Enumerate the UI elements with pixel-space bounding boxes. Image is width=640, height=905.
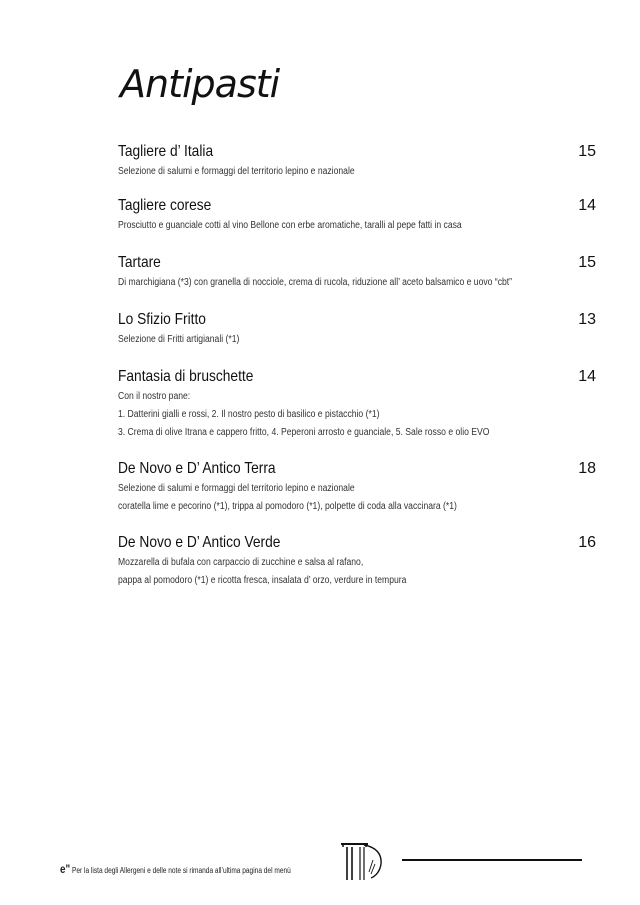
item-description: coratella lime e pecorino (*1), trippa al pomodoro (*1), polpette di coda alla vaccinara (*1) <box>118 501 457 512</box>
item-price: 16 <box>578 534 596 551</box>
item-name: De Novo e D’ Antico Terra <box>118 460 276 477</box>
item-description: Con il nostro pane: <box>118 391 191 402</box>
item-description: Mozzarella di bufala con carpaccio di zucchine e salsa al rafano, <box>118 557 364 568</box>
item-price: 14 <box>578 368 596 385</box>
item-description: 3. Crema di olive Itrana e cappero fritto, 4. Peperoni arrosto e guanciale, 5. Sale rosso e olio EVO <box>118 427 490 438</box>
item-price: 15 <box>578 254 596 271</box>
allergen-note <box>60 862 291 876</box>
item-name: Tagliere corese <box>118 197 212 214</box>
allergen-note-text: Per la lista degli Allergeni e delle note si rimanda all’ultima pagina del menù <box>71 866 291 875</box>
item-name: Tartare <box>118 254 161 271</box>
item-name: Lo Sfizio Fritto <box>118 311 206 328</box>
menu-item <box>118 458 596 516</box>
item-name: Tagliere d’ Italia <box>118 143 214 160</box>
allergen-note-prefix: e" <box>60 862 71 876</box>
menu-item <box>118 141 596 181</box>
item-description: Selezione di salumi e formaggi del territorio lepino e nazionale <box>118 166 355 177</box>
item-description: Selezione di salumi e formaggi del territorio lepino e nazionale <box>118 483 355 494</box>
item-name: Fantasia di bruschette <box>118 368 254 385</box>
item-name: De Novo e D’ Antico Verde <box>118 534 281 551</box>
page-title: Antipasti <box>120 62 280 106</box>
columns-logo-icon <box>338 838 384 882</box>
menu-item <box>118 195 596 235</box>
menu-item <box>118 532 596 590</box>
footer-rule <box>402 859 582 861</box>
item-price: 14 <box>578 197 596 214</box>
item-price: 13 <box>578 311 596 328</box>
menu-item <box>118 366 596 442</box>
item-price: 18 <box>578 460 596 477</box>
item-description: 1. Datterini gialli e rossi, 2. Il nostro pesto di basilico e pistacchio (*1) <box>118 409 380 420</box>
item-description: pappa al pomodoro (*1) e ricotta fresca, insalata d’ orzo, verdure in tempura <box>118 575 407 586</box>
item-price: 15 <box>578 143 596 160</box>
item-description: Di marchigiana (*3) con granella di nocciole, crema di rucola, riduzione all’ aceto balsamico e uovo “cbt” <box>118 277 513 288</box>
item-description: Selezione di Fritti artigianali (*1) <box>118 334 240 345</box>
menu-item <box>118 252 596 292</box>
item-description: Prosciutto e guanciale cotti al vino Bellone con erbe aromatiche, taralli al pepe fatti in casa <box>118 220 462 231</box>
menu-item <box>118 309 596 349</box>
menu-list <box>118 141 596 590</box>
